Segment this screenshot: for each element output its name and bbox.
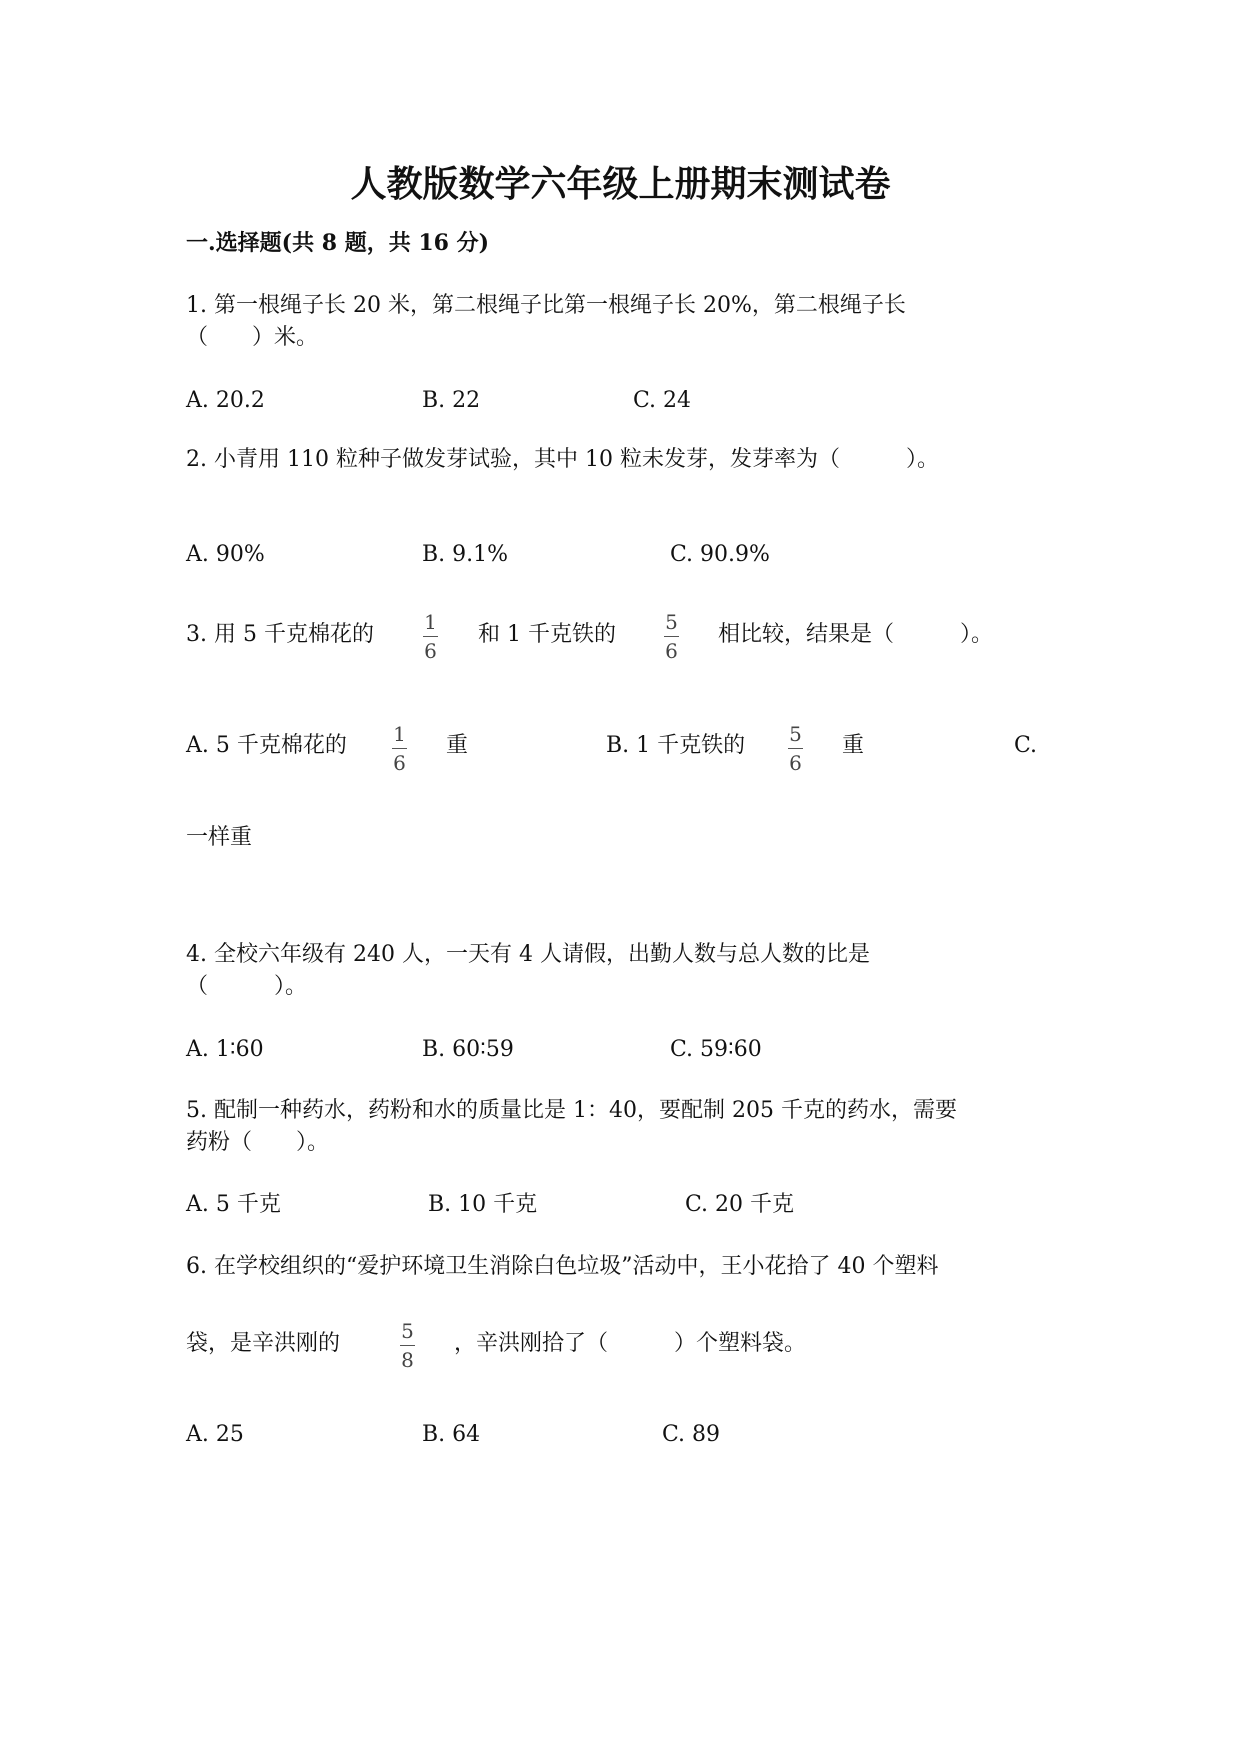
question-3-text-part-2: 和 1 千克铁的 — [478, 622, 616, 647]
question-6-fraction — [400, 1321, 415, 1370]
question-5-option-c: C. 20 千克 — [685, 1192, 795, 1217]
question-4-text-line-1: 4. 全校六年级有 240 人，一天有 4 人请假，出勤人数与总人数的比是 — [186, 942, 870, 967]
fraction-numerator: 5 — [665, 610, 678, 634]
question-3-option-b: B. 1 千克铁的 — [606, 733, 746, 758]
fraction-denominator: 6 — [789, 751, 802, 775]
fraction-bar — [664, 636, 679, 637]
question-6-text-part-2: ，辛洪刚拾了（ ）个塑料袋。 — [454, 1331, 807, 1356]
question-2-option-b: B. 9.1% — [422, 542, 509, 567]
question-3-option-b-fraction — [788, 724, 803, 773]
fraction-denominator: 8 — [401, 1348, 414, 1372]
fraction-numerator: 5 — [789, 722, 802, 746]
question-4-text-line-2: （ ）。 — [186, 974, 308, 999]
question-6-option-c: C. 89 — [662, 1422, 721, 1447]
question-5-text-line-1: 5. 配制一种药水，药粉和水的质量比是 1：40，要配制 205 千克的药水，需要 — [186, 1098, 957, 1123]
section-heading: 一.选择题(共 8 题，共 16 分) — [186, 230, 490, 256]
fraction-numerator: 1 — [424, 610, 437, 634]
question-3-option-c-label: C. — [1014, 733, 1038, 758]
question-4-option-b: B. 60∶59 — [422, 1037, 514, 1062]
question-5-option-a: A. 5 千克 — [186, 1192, 281, 1217]
fraction-bar — [788, 748, 803, 749]
question-1-text-line-1: 1. 第一根绳子长 20 米，第二根绳子比第一根绳子长 20%，第二根绳子长 — [186, 293, 906, 318]
question-4-option-a: A. 1∶60 — [186, 1037, 264, 1062]
fraction-bar — [400, 1345, 415, 1346]
fraction-bar — [392, 748, 407, 749]
question-2-text: 2. 小青用 110 粒种子做发芽试验，其中 10 粒未发芽，发芽率为（ ）。 — [186, 447, 939, 472]
question-1-text-line-2: （ ）米。 — [186, 325, 319, 350]
question-1-option-b: B. 22 — [422, 388, 481, 413]
question-3-text-part-1: 3. 用 5 千克棉花的 — [186, 622, 374, 647]
page-title: 人教版数学六年级上册期末测试卷 — [350, 163, 891, 205]
question-1-option-c: C. 24 — [633, 388, 692, 413]
question-6-text-part-1: 袋，是辛洪刚的 — [186, 1331, 341, 1356]
question-2-option-a: A. 90% — [186, 542, 265, 567]
question-3-option-c-text: 一样重 — [186, 825, 253, 850]
question-3-fraction-1 — [423, 612, 438, 661]
fraction-bar — [423, 636, 438, 637]
question-2-option-c: C. 90.9% — [670, 542, 770, 567]
fraction-denominator: 6 — [665, 639, 678, 663]
question-3-option-a: A. 5 千克棉花的 — [186, 733, 347, 758]
question-6-text-line-1: 6. 在学校组织的“爱护环境卫生消除白色垃圾”活动中，王小花拾了 40 个塑料 — [186, 1254, 939, 1279]
fraction-denominator: 6 — [393, 751, 406, 775]
fraction-numerator: 5 — [401, 1319, 414, 1343]
question-3-option-a-fraction — [392, 724, 407, 773]
question-5-text-line-2: 药粉（ ）。 — [186, 1130, 330, 1155]
question-6-option-b: B. 64 — [422, 1422, 481, 1447]
question-3-option-b-suffix: 重 — [842, 733, 865, 758]
question-5-option-b: B. 10 千克 — [428, 1192, 538, 1217]
question-3-text-part-3: 相比较，结果是（ ）。 — [718, 622, 994, 647]
fraction-denominator: 6 — [424, 639, 437, 663]
question-3-option-a-suffix: 重 — [446, 733, 469, 758]
fraction-numerator: 1 — [393, 722, 406, 746]
question-4-option-c: C. 59∶60 — [670, 1037, 762, 1062]
question-1-option-a: A. 20.2 — [186, 388, 265, 413]
question-3-fraction-2 — [664, 612, 679, 661]
question-6-option-a: A. 25 — [186, 1422, 244, 1447]
